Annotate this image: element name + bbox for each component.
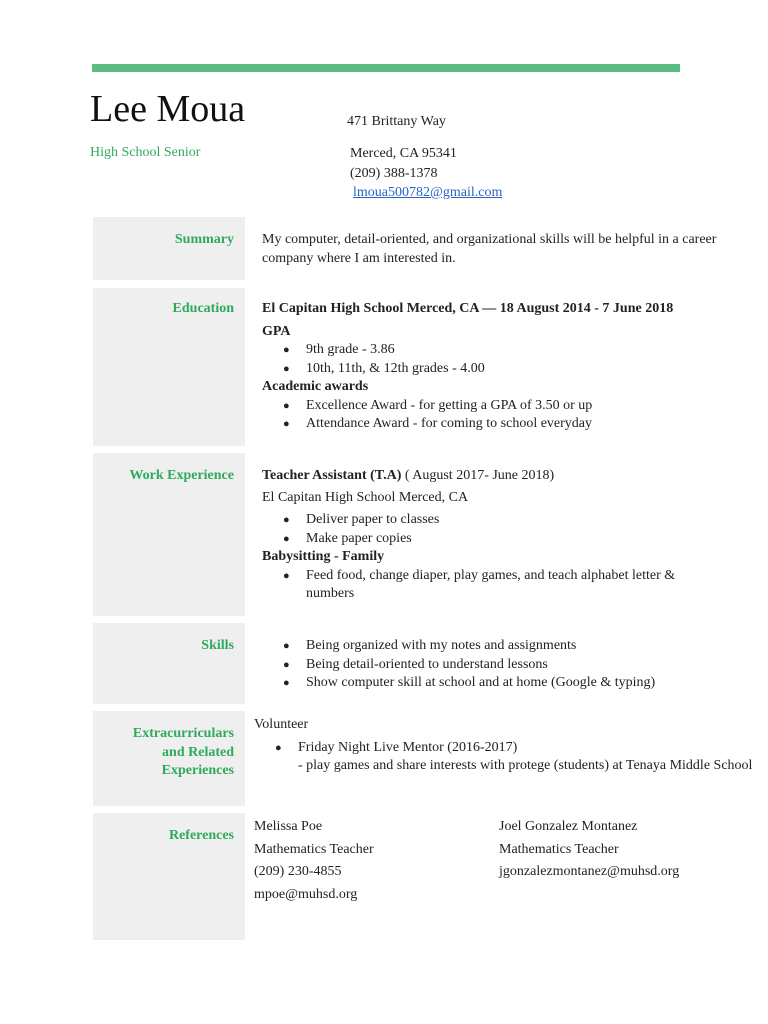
volunteer-role: ● Friday Night Live Mentor (2016-2017) [298,739,518,755]
list-item: ● Being organized with my notes and assignments [262,637,757,656]
reference-2-name: Joel Gonzalez Montanez [499,819,638,834]
extracurriculars-label-line: Extracurriculars [132,726,234,741]
extracurriculars-section [254,716,754,776]
skills-label [93,623,245,704]
reference-1-title: Mathematics Teacher [254,841,374,857]
summary-text: My computer, detail-oriented, and organizational skills will be helpful in a career company where I am interested in. [262,232,717,266]
list-item: ● 10th, 11th, & 12th grades - 4.00 [262,360,757,379]
gpa-heading: GPA [262,323,291,339]
references-label [93,813,245,940]
skills-label-text: Skills [201,638,234,653]
awards-list [262,397,757,434]
list-item: ● Make paper copies [262,530,757,549]
skills-section [262,637,757,693]
reference-1-email: mpoe@muhsd.org [254,886,358,902]
work-section [262,467,757,604]
reference-2-title: Mathematics Teacher [499,841,619,857]
work-label [93,453,245,616]
list-item: ● Deliver paper to classes [262,511,757,530]
candidate-name: Lee Moua [90,88,246,130]
extracurriculars-label-line: Experiences [161,763,234,778]
education-label [93,288,245,446]
volunteer-description: - play games and share interests with protege (students) at Tenaya Middle School [298,758,753,773]
job1-list [262,511,757,548]
extracurriculars-label-line: and Related [162,744,234,760]
gpa-list [262,341,757,378]
email-container [353,186,502,200]
extracurriculars-label [93,711,245,806]
references-label-text: References [168,828,234,843]
job2-title: Babysitting - Family [262,549,385,564]
job2-list [262,567,757,604]
job1-dates: ( August 2017- June 2018) [401,468,555,483]
reference-2 [499,816,679,884]
volunteer-list [254,739,754,776]
summary-label [93,217,245,280]
reference-1-name: Melissa Poe [254,819,323,834]
reference-1 [254,816,374,906]
address-line-2: Merced, CA 95341 [350,146,457,161]
education-section [262,300,757,434]
list-item: ● Attendance Award - for coming to school everyday [262,415,757,434]
awards-heading: Academic awards [262,379,369,394]
header-accent-bar [92,64,680,72]
list-item [254,739,754,776]
list-item: ● 9th grade - 3.86 [262,341,757,360]
job1-title: Teacher Assistant (T.A) [262,468,402,483]
volunteer-heading: Volunteer [254,717,309,732]
education-school: El Capitan High School Merced, CA — 18 August 2014 - 7 June 2018 [262,301,674,316]
email-link[interactable]: lmoua500782@gmail.com [353,185,503,200]
list-item: ● Feed food, change diaper, play games, and teach alphabet letter & numbers [262,567,757,604]
list-item: ● Being detail-oriented to understand lessons [262,656,757,675]
list-item: ● Show computer skill at school and at home (Google & typing) [262,674,757,693]
summary-section [262,231,757,268]
skills-list [262,637,757,693]
list-item: ● Excellence Award - for getting a GPA of 3.50 or up [262,397,757,416]
work-label-text: Work Experience [129,468,234,483]
address-line-1: 471 Brittany Way [347,114,446,129]
reference-1-phone: (209) 230-4855 [254,864,342,879]
summary-label-text: Summary [174,232,234,247]
candidate-subtitle: High School Senior [90,145,201,160]
job1-heading [262,467,757,486]
phone-number: (209) 388-1378 [350,166,438,181]
reference-2-email: jgonzalezmontanez@muhsd.org [499,864,680,879]
education-label-text: Education [172,301,234,316]
job1-place: El Capitan High School Merced, CA [262,489,469,505]
